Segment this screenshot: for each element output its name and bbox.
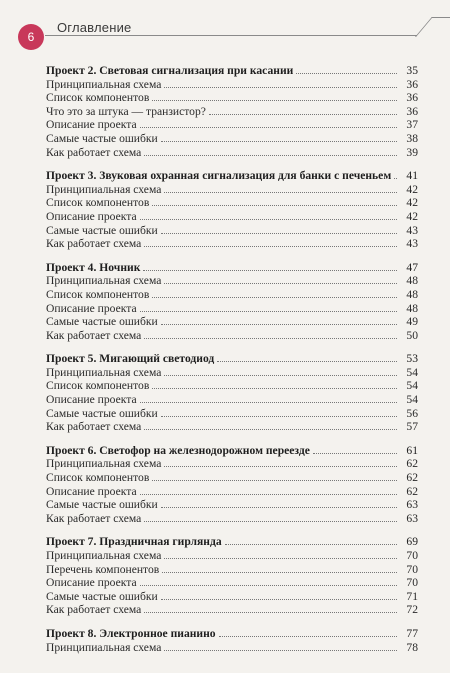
- dot-leader: [144, 329, 397, 339]
- toc-entry-label: Проект 8. Электронное пианино: [46, 626, 216, 640]
- toc-entry[interactable]: [46, 457, 418, 471]
- dot-leader: [161, 132, 397, 142]
- toc-page-number: 35: [406, 64, 418, 77]
- toc-page-number: 62: [406, 457, 418, 471]
- toc-entry[interactable]: [46, 485, 418, 499]
- toc-page-number: 63: [406, 511, 418, 525]
- dot-leader: [394, 169, 397, 179]
- toc-section: [46, 169, 418, 251]
- toc-entry-label: Список компонентов: [46, 91, 150, 105]
- dot-leader: [144, 512, 397, 522]
- dot-leader: [144, 237, 397, 247]
- dot-leader: [152, 471, 397, 481]
- toc-entry-label: Описание проекта: [46, 118, 137, 132]
- toc-entry[interactable]: [46, 302, 418, 316]
- running-header-title: Оглавление: [57, 20, 132, 35]
- toc-entry-label: Принципиальная схема: [46, 274, 162, 288]
- toc-entry[interactable]: [46, 224, 418, 238]
- toc-section: [46, 444, 418, 526]
- toc-page-number: 43: [406, 237, 418, 251]
- toc-page-number: 61: [406, 443, 418, 457]
- toc-entry-label: Описание проекта: [46, 209, 137, 223]
- toc-entry-label: Проект 3. Звуковая охранная сигнализация для банки с печеньем: [46, 169, 392, 183]
- dot-leader: [217, 352, 397, 362]
- toc-entry-label: Самые частые ошибки: [46, 406, 158, 420]
- toc-entry-label: Проект 4. Ночник: [46, 260, 141, 274]
- toc-entry-label: Описание проекта: [46, 576, 137, 590]
- dot-leader: [152, 379, 397, 389]
- toc-page-number: 70: [406, 576, 418, 590]
- toc-entry-label: Принципиальная схема: [46, 457, 162, 471]
- toc-entry-label: Как работает схема: [46, 328, 142, 342]
- toc-entry-label: Как работает схема: [46, 603, 142, 617]
- toc-page-number: 63: [406, 498, 418, 512]
- toc-entry[interactable]: [46, 210, 418, 224]
- toc-entry-label: Описание проекта: [46, 393, 137, 407]
- toc-project-title[interactable]: [46, 535, 418, 549]
- dot-leader: [162, 563, 397, 573]
- toc-entry[interactable]: [46, 420, 418, 434]
- toc-project-title[interactable]: [46, 352, 418, 366]
- toc-entry-label: Проект 7. Праздничная гирлянда: [46, 535, 222, 549]
- toc-page-number: 49: [406, 315, 418, 329]
- toc-page-number: 43: [406, 223, 418, 237]
- toc-page-number: 38: [406, 131, 418, 145]
- dot-leader: [164, 366, 397, 376]
- toc-entry-label: Как работает схема: [46, 420, 142, 434]
- toc-page-number: 70: [406, 549, 418, 562]
- toc-entry[interactable]: [46, 379, 418, 393]
- page-number-badge: 6: [18, 24, 44, 50]
- toc-page-number: 57: [406, 420, 418, 434]
- toc-entry[interactable]: [46, 641, 418, 655]
- toc-entry[interactable]: [46, 288, 418, 302]
- dot-leader: [144, 146, 397, 156]
- toc-page-number: 56: [406, 406, 418, 420]
- toc-page-number: 42: [406, 196, 418, 210]
- toc-entry[interactable]: [46, 471, 418, 485]
- toc-entry[interactable]: [46, 274, 418, 288]
- dot-leader: [164, 78, 397, 88]
- toc-page-number: 41: [406, 169, 418, 183]
- toc-page-number: 71: [406, 589, 418, 603]
- toc-entry[interactable]: [46, 132, 418, 146]
- toc-page-number: 69: [406, 535, 418, 549]
- toc-entry-label: Самые частые ошибки: [46, 223, 158, 237]
- dot-leader: [164, 183, 397, 193]
- toc-entry[interactable]: [46, 105, 418, 119]
- toc-page-number: 78: [406, 640, 418, 654]
- toc-entry[interactable]: [46, 512, 418, 526]
- toc-section: [46, 352, 418, 434]
- dot-leader: [164, 274, 397, 284]
- dot-leader: [161, 315, 397, 325]
- dot-leader: [296, 64, 397, 74]
- dot-leader: [152, 196, 397, 206]
- toc-project-title[interactable]: [46, 261, 418, 275]
- dot-leader: [164, 641, 397, 651]
- toc-entry[interactable]: [46, 196, 418, 210]
- toc-entry-label: Принципиальная схема: [46, 365, 162, 379]
- toc-entry-label: Перечень компонентов: [46, 562, 160, 576]
- toc-entry[interactable]: [46, 146, 418, 160]
- toc-page-number: 48: [406, 274, 418, 288]
- toc-page-number: 72: [406, 603, 418, 617]
- dot-leader: [143, 261, 397, 271]
- dot-leader: [140, 485, 397, 495]
- toc-entry-label: Самые частые ошибки: [46, 498, 158, 512]
- toc-entry-label: Самые частые ошибки: [46, 131, 158, 145]
- toc-page-number: 62: [406, 484, 418, 498]
- toc-page-number: 48: [406, 301, 418, 315]
- toc-page-number: 62: [406, 471, 418, 485]
- dot-leader: [219, 627, 397, 637]
- dot-leader: [161, 224, 397, 234]
- header-rule: [45, 35, 417, 36]
- dot-leader: [313, 444, 397, 454]
- toc-entry[interactable]: [46, 407, 418, 421]
- dot-leader: [140, 302, 397, 312]
- toc-page-number: 53: [406, 352, 418, 366]
- toc-entry-label: Список компонентов: [46, 287, 150, 301]
- toc-entry-label: Список компонентов: [46, 379, 150, 393]
- toc-entry[interactable]: [46, 603, 418, 617]
- toc-project-title[interactable]: [46, 169, 418, 183]
- dot-leader: [209, 105, 397, 115]
- toc-entry[interactable]: [46, 315, 418, 329]
- toc-entry[interactable]: [46, 183, 418, 197]
- toc-entry[interactable]: [46, 576, 418, 590]
- dot-leader: [161, 407, 397, 417]
- toc-page-number: 50: [406, 328, 418, 342]
- dot-leader: [152, 288, 397, 298]
- header-corner-line: [415, 17, 450, 37]
- toc-project-title[interactable]: [46, 64, 418, 78]
- toc-page-number: 37: [406, 118, 418, 132]
- toc-entry[interactable]: [46, 498, 418, 512]
- toc-entry-label: Принципиальная схема: [46, 77, 162, 91]
- toc-page-number: 54: [406, 393, 418, 407]
- toc-entry-label: Как работает схема: [46, 511, 142, 525]
- dot-leader: [140, 118, 397, 128]
- dot-leader: [144, 420, 397, 430]
- toc-page-number: 36: [406, 104, 418, 118]
- dot-leader: [144, 603, 397, 613]
- dot-leader: [161, 590, 397, 600]
- toc-page-number: 42: [406, 209, 418, 223]
- toc-page-number: 36: [406, 91, 418, 105]
- toc-project-title[interactable]: [46, 627, 418, 641]
- toc-entry-label: Как работает схема: [46, 145, 142, 159]
- toc-project-title[interactable]: [46, 444, 418, 458]
- dot-leader: [140, 576, 397, 586]
- toc-entry[interactable]: [46, 78, 418, 92]
- toc-entry[interactable]: [46, 329, 418, 343]
- dot-leader: [140, 210, 397, 220]
- toc-page-number: 42: [406, 182, 418, 196]
- toc-entry[interactable]: [46, 366, 418, 380]
- toc-entry-label: Описание проекта: [46, 301, 137, 315]
- toc-entry[interactable]: [46, 237, 418, 251]
- toc-entry-label: Принципиальная схема: [46, 182, 162, 196]
- dot-leader: [152, 91, 397, 101]
- toc-entry[interactable]: [46, 118, 418, 132]
- toc-page-number: 36: [406, 77, 418, 91]
- toc-page-number: 54: [406, 365, 418, 379]
- toc-page-number: 47: [406, 260, 418, 274]
- toc-entry[interactable]: [46, 563, 418, 577]
- toc-section: [46, 627, 418, 654]
- toc-page-number: 48: [406, 287, 418, 301]
- toc-entry-label: Проект 6. Светофор на железнодорожном переезде: [46, 443, 310, 457]
- dot-leader: [140, 393, 397, 403]
- toc-entry[interactable]: [46, 91, 418, 105]
- toc-entry-label: Принципиальная схема: [46, 549, 162, 562]
- toc-page-number: 54: [406, 379, 418, 393]
- toc-page-number: 39: [406, 145, 418, 159]
- toc-entry[interactable]: [46, 549, 418, 563]
- toc-entry-label: Проект 5. Мигающий светодиод: [46, 352, 215, 366]
- toc-entry-label: Самые частые ошибки: [46, 315, 158, 329]
- toc-entry-label: Самые частые ошибки: [46, 589, 158, 603]
- toc-page-number: 77: [406, 626, 418, 640]
- table-of-contents: [46, 64, 418, 664]
- toc-entry-label: Список компонентов: [46, 196, 150, 210]
- toc-entry[interactable]: [46, 393, 418, 407]
- toc-section: [46, 535, 418, 617]
- toc-page-number: 70: [406, 562, 418, 576]
- dot-leader: [164, 549, 397, 559]
- toc-entry-label: Список компонентов: [46, 471, 150, 485]
- toc-entry-label: Проект 2. Световая сигнализация при касании: [46, 64, 294, 77]
- toc-entry-label: Что это за штука — транзистор?: [46, 104, 206, 118]
- toc-entry[interactable]: [46, 590, 418, 604]
- page-header: [0, 0, 450, 60]
- dot-leader: [225, 535, 397, 545]
- dot-leader: [161, 498, 397, 508]
- toc-section: [46, 64, 418, 159]
- dot-leader: [164, 457, 397, 467]
- toc-entry-label: Описание проекта: [46, 484, 137, 498]
- toc-entry-label: Как работает схема: [46, 237, 142, 251]
- toc-section: [46, 261, 418, 343]
- toc-entry-label: Принципиальная схема: [46, 640, 162, 654]
